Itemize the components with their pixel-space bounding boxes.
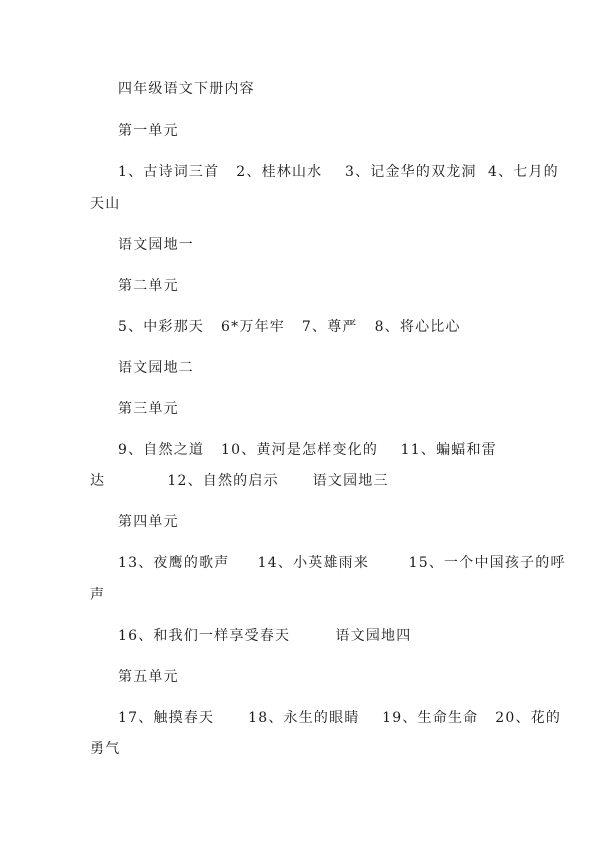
unit3-lessons-line-wrap: 达 12、自然的启示 语文园地三 — [90, 473, 389, 489]
unit1-garden: 语文园地一 — [118, 237, 194, 253]
unit4-lessons-line2: 16、和我们一样享受春天 语文园地四 — [118, 628, 412, 644]
unit2-heading: 第二单元 — [118, 278, 179, 294]
unit3-heading: 第三单元 — [118, 401, 179, 417]
unit5-lessons-line-wrap: 勇气 — [90, 741, 121, 757]
unit1-lessons-line: 1、古诗词三首 2、桂林山水 3、记金华的双龙洞 4、七月的 — [118, 164, 559, 180]
unit2-garden: 语文园地二 — [118, 360, 194, 376]
unit5-heading: 第五单元 — [118, 669, 179, 685]
unit4-lessons-line-wrap: 声 — [90, 587, 106, 603]
unit3-lessons-line: 9、自然之道 10、黄河是怎样变化的 11、蝙蝠和雷 — [118, 442, 497, 458]
unit4-lessons-line: 13、夜鹰的歌声 14、小英雄雨来 15、一个中国孩子的呼 — [118, 555, 566, 571]
document-title: 四年级语文下册内容 — [118, 81, 255, 97]
unit4-heading: 第四单元 — [118, 514, 179, 530]
unit1-lessons-line-wrap: 天山 — [90, 196, 121, 212]
unit5-lessons-line: 17、触摸春天 18、永生的眼睛 19、生命生命 20、花的 — [118, 710, 562, 726]
unit2-lessons-line: 5、中彩那天 6*万年牢 7、尊严 8、将心比心 — [118, 319, 461, 335]
unit1-heading: 第一单元 — [118, 123, 179, 139]
